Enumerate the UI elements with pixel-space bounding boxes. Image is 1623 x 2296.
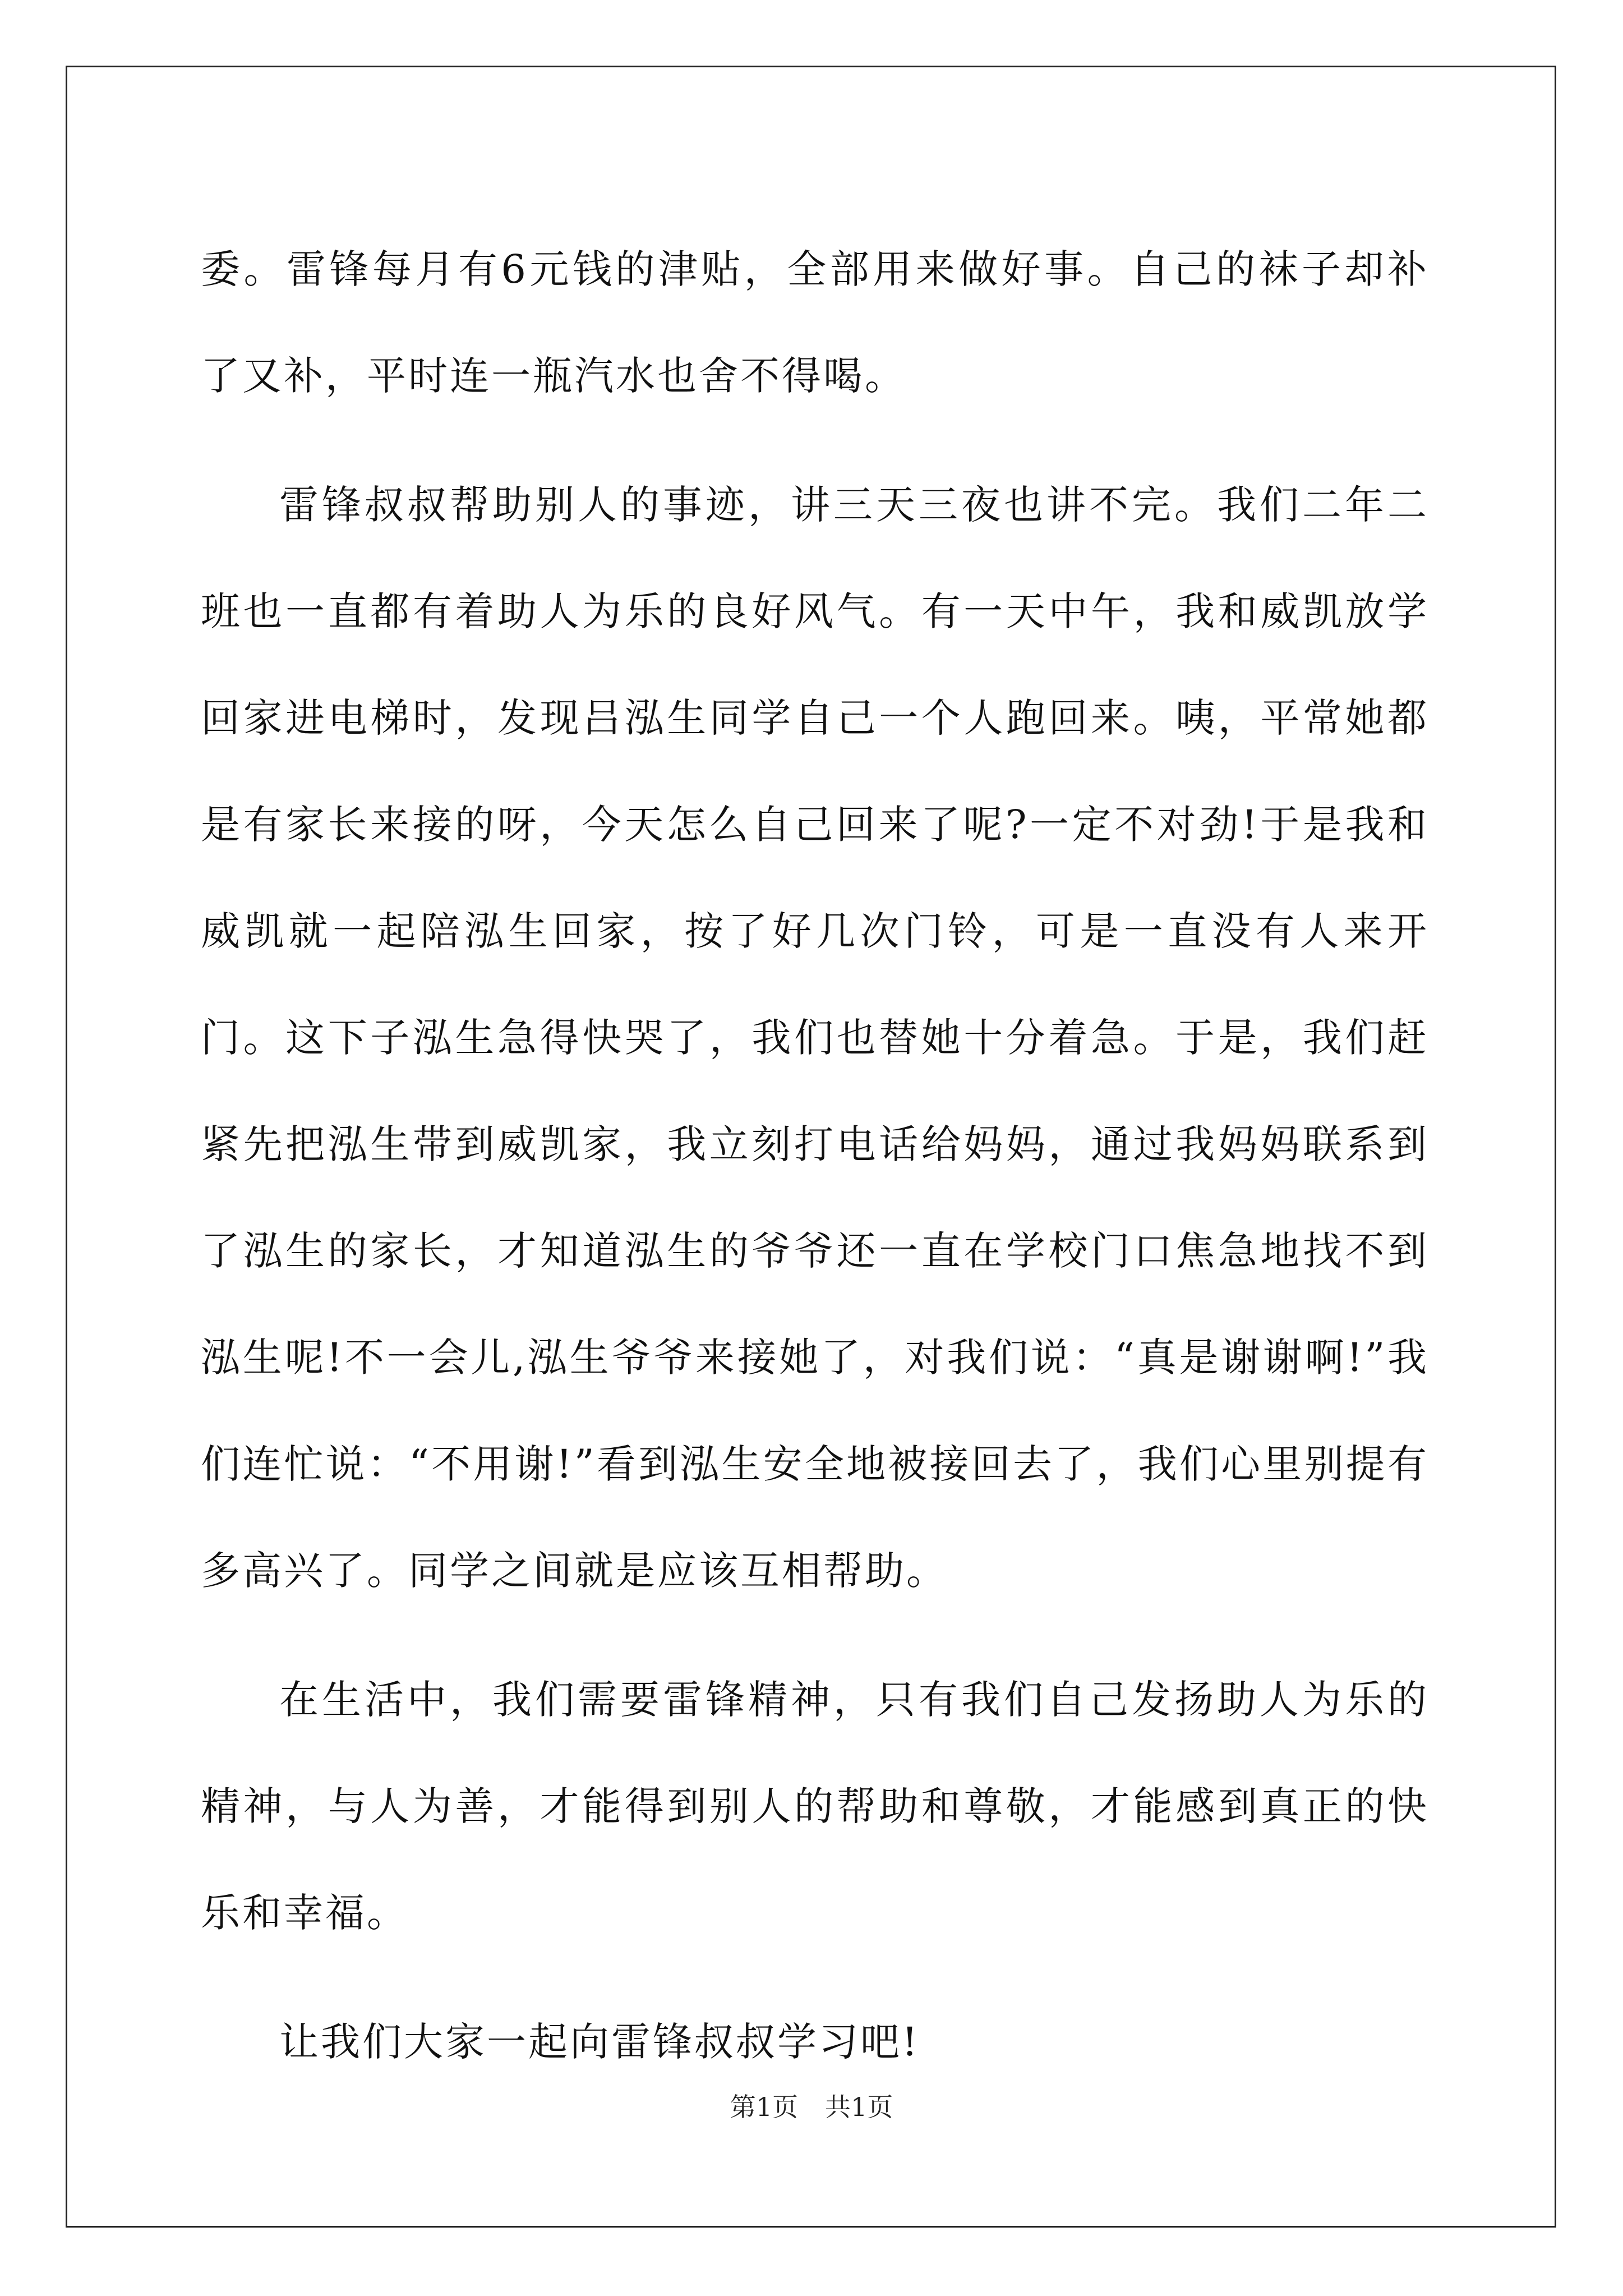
page-count: 共1页 xyxy=(825,2092,893,2122)
paragraph-closing: 让我们大家一起向雷锋叔叔学习吧! xyxy=(279,2019,920,2065)
paragraph-continuation: 委。雷锋每月有6元钱的津贴，全部用来做好事。自己的袜子却补了又补，平时连一瓶汽水也舍不得喝。 xyxy=(201,246,1429,399)
page-footer xyxy=(0,2087,1623,2124)
page-number: 第1页 xyxy=(730,2092,798,2122)
paragraph-story: 雷锋叔叔帮助别人的事迹，讲三天三夜也讲不完。我们二年二班也一直都有着助人为乐的良好风气。有一天中午，我和威凯放学回家进电梯时，发现吕泓生同学自己一个人跑回来。咦，平常她都是有家长来接的呀，今天怎么自己回来了呢?一定不对劲!于是我和威凯就一起陪泓生回家，按了好几次门铃，可是一直没有人来开门。这下子泓生急得快哭了，我们也替她十分着急。于是，我们赶紧先把泓生带到威凯家，我立刻打电话给妈妈，通过我妈妈联系到了泓生的家长，才知道泓生的爷爷还一直在学校门口焦急地找不到泓生呢!不一会儿,泓生爷爷来接她了，对我们说：“真是谢谢啊!”我们连忙说：“不用谢!”看到泓生安全地被接回去了，我们心里别提有多高兴了。同学之间就是应该互相帮助。 xyxy=(201,482,1429,1594)
paragraph-reflection: 在生活中，我们需要雷锋精神，只有我们自己发扬助人为乐的精神，与人为善，才能得到别人的帮助和尊敬，才能感到真正的快乐和幸福。 xyxy=(201,1677,1429,1936)
document-body xyxy=(201,216,1429,2095)
